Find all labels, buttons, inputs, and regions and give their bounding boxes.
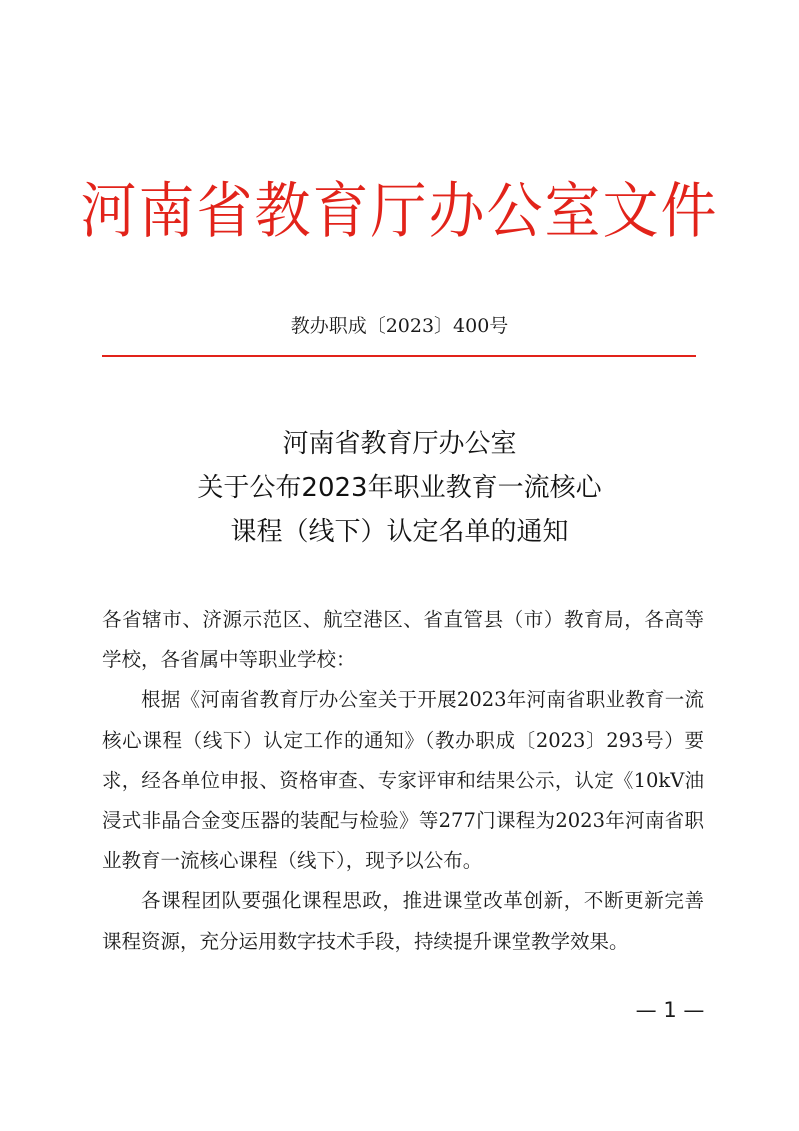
salutation-paragraph: 各省辖市、济源示范区、航空港区、省直管县（市）教育局，各高等学校，各省属中等职业学校：: [102, 608, 704, 672]
body-paragraph-1: 根据《河南省教育厅办公室关于开展2023年河南省职业教育一流核心课程（线下）认定工作的通知》（教办职成〔2023〕293号）要求，经各单位申报、资格审查、专家评审和结果公示，认定《10kV油浸式非晶合金变压器的装配与检验》等277门课程为2023年河南省职业教育一流核心课程（线下），现予以公布。: [102, 688, 704, 873]
notice-body: [102, 600, 704, 962]
red-divider-line: [102, 355, 696, 357]
notice-title-line-1: 河南省教育厅办公室: [282, 429, 517, 459]
document-masthead: 河南省教育厅办公室文件: [80, 176, 719, 247]
notice-title: [0, 422, 799, 554]
page-number: — 1 —: [635, 998, 705, 1022]
notice-title-line-2: 关于公布2023年职业教育一流核心: [197, 473, 602, 503]
notice-title-line-3: 课程（线下）认定名单的通知: [230, 517, 569, 547]
body-paragraph-2: 各课程团队要强化课程思政，推进课堂改革创新，不断更新完善课程资源，充分运用数字技术手段，持续提升课堂教学效果。: [102, 889, 704, 953]
document-number: 教办职成〔2023〕400号: [290, 315, 509, 337]
